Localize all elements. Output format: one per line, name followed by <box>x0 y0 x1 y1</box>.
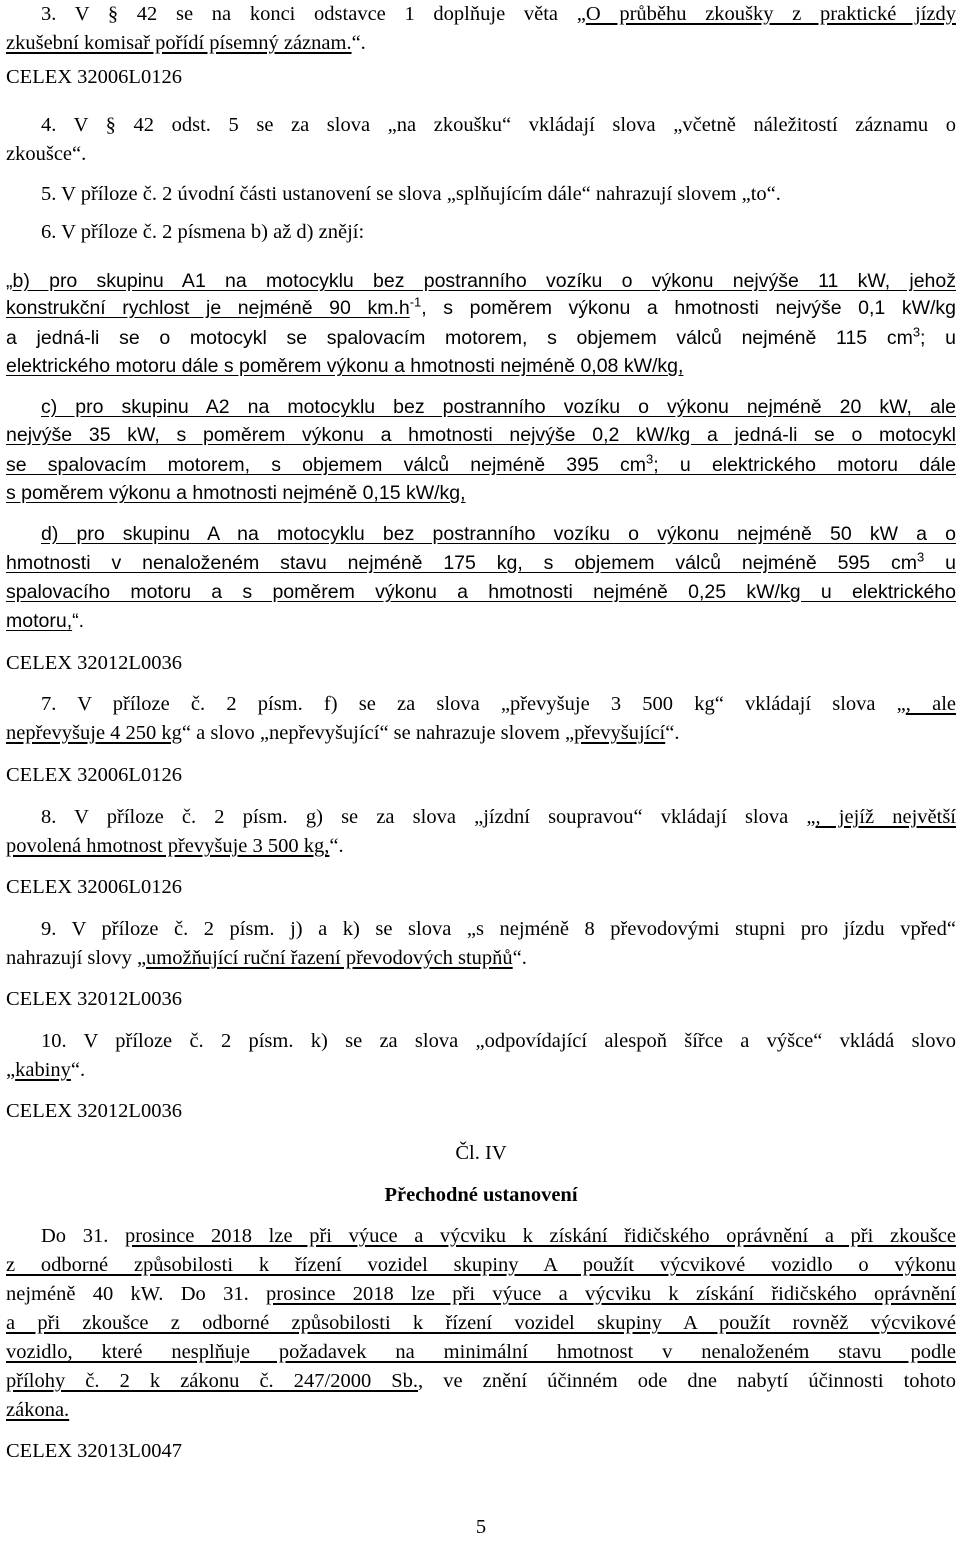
text: nahrazují slovy „ <box>6 947 147 969</box>
underlined-insertion: nepřevyšuje 4 250 kg <box>6 722 182 744</box>
celex-reference: CELEX 32013L0047 <box>6 1440 182 1462</box>
text: “ a slovo „nepřevyšující“ se nahrazuje slovem „ <box>181 722 575 744</box>
letter-c-line-1 <box>6 393 956 422</box>
transitional-line-7 <box>6 1396 956 1425</box>
item-7-line-2 <box>6 719 956 748</box>
letter-b-line-4 <box>6 352 956 381</box>
letter-d-line-1 <box>6 520 956 549</box>
text: , ve znění účinném ode dne nabytí účinnosti tohoto <box>418 1370 956 1392</box>
text: Do 31. <box>41 1225 125 1247</box>
transitional-line-1 <box>6 1222 956 1251</box>
letter-b-line-3 <box>6 324 956 353</box>
celex-reference: CELEX 32012L0036 <box>6 652 182 674</box>
text: ; u elektrického motoru dále <box>653 454 956 476</box>
underlined-insertion: , ale <box>905 693 956 715</box>
text: nejméně 40 kW. Do 31. <box>6 1283 267 1305</box>
letter-b-line-1 <box>6 267 956 296</box>
closing-quote: “. <box>72 610 85 632</box>
item-3-line-1 <box>6 0 956 29</box>
item-8-line-2 <box>6 832 956 861</box>
letter-c-line-3 <box>6 451 956 480</box>
item-7-line-1 <box>6 690 956 719</box>
letter-c-line-4 <box>6 479 956 508</box>
transitional-line-6 <box>6 1367 956 1396</box>
underlined-text: konstrukční rychlost je nejméně 90 km.h <box>6 297 410 319</box>
transitional-line-3 <box>6 1280 956 1309</box>
underlined-text: z odborné způsobilosti k řízení vozidel skupiny A použít výcvikové vozidlo o výkonu <box>6 1254 956 1276</box>
text: 3. V § 42 se na konci odstavce 1 doplňuje věta „ <box>41 3 586 25</box>
text: , s poměrem výkonu a hmotnosti nejvýše 0,1 kW/kg <box>421 297 957 319</box>
underlined-text: nejvýše 35 kW, s poměrem výkonu a hmotnosti nejvýše 0,2 kW/kg a jedná-li se o motocykl <box>6 424 956 446</box>
text: “. <box>512 947 527 969</box>
letter-d-line-3 <box>6 578 956 607</box>
item-4-line-2: zkoušce“. <box>6 143 87 165</box>
transitional-line-2 <box>6 1251 956 1280</box>
transitional-line-5 <box>6 1338 956 1367</box>
underlined-text: d) pro skupinu A na motocyklu bez postranního vozíku o výkonu nejméně 50 kW a o <box>41 523 956 545</box>
text: „ <box>6 1059 16 1081</box>
superscript: 3 <box>912 324 921 340</box>
item-5: 5. V příloze č. 2 úvodní části ustanovení se slova „splňujícím dále“ nahrazují slovem „to“. <box>41 183 781 205</box>
article-number: Čl. IV <box>455 1142 507 1164</box>
superscript: 3 <box>646 451 654 467</box>
text: “. <box>329 835 344 857</box>
text: hmotnosti v nenaloženém stavu nejméně 175 kg, s objemem válců nejméně 595 cm <box>6 552 918 574</box>
underlined-text: s poměrem výkonu a hmotnosti nejméně 0,15 kW/kg, <box>6 482 466 504</box>
underlined-insertion: zkušební komisař pořídí písemný záznam. <box>6 32 352 54</box>
underlined-text: prosince 2018 lze při výuce a výcviku k získání řidičského oprávnění <box>266 1283 956 1305</box>
underlined-insertion: O průběhu zkoušky z praktické jízdy <box>585 3 956 25</box>
text: se spalovacím motorem, s objemem válců nejméně 395 cm <box>6 454 647 476</box>
transitional-line-4 <box>6 1309 956 1338</box>
page-number: 5 <box>475 1516 487 1538</box>
superscript: -1 <box>409 294 422 310</box>
letter-d-line-2 <box>6 549 956 578</box>
text: 7. V příloze č. 2 písm. f) se za slova „převyšuje 3 500 kg“ vkládají slova „ <box>41 693 906 715</box>
item-8-line-1 <box>6 803 956 832</box>
text: “. <box>70 1059 86 1081</box>
item-4-line-1: 4. V § 42 odst. 5 se za slova „na zkoušku“ vkládají slova „včetně náležitostí záznamu o <box>41 114 956 136</box>
underlined-insertion: umožňující ruční řazení převodových stupňů <box>146 947 513 969</box>
underlined-insertion: kabiny <box>15 1059 71 1081</box>
celex-reference: CELEX 32006L0126 <box>6 876 182 898</box>
item-3-line-2 <box>6 29 956 58</box>
text: 8. V příloze č. 2 písm. g) se za slova „jízdní soupravou“ vkládají slova „ <box>41 806 816 828</box>
celex-reference: CELEX 32012L0036 <box>6 988 182 1010</box>
underlined-text: b) pro skupinu A1 na motocyklu bez postranního vozíku o výkonu nejvýše 11 kW, jehož <box>12 270 956 292</box>
item-9-line-2 <box>6 944 956 973</box>
letter-b-line-2 <box>6 294 956 323</box>
underlined-text: a při zkoušce z odborné způsobilosti k řízení vozidel skupiny A použít rovněž výcvikové <box>6 1312 956 1334</box>
text: “. <box>351 32 366 54</box>
opening-quote: „ <box>6 270 13 292</box>
underlined-insertion: , jejíž největší <box>815 806 957 828</box>
underlined-text: motoru, <box>6 610 73 632</box>
celex-reference: CELEX 32006L0126 <box>6 764 182 786</box>
text: ; u <box>920 327 956 349</box>
letter-c-line-2 <box>6 421 956 450</box>
item-10-line-1: 10. V příloze č. 2 písm. k) se za slova „odpovídající alespoň šířce a výšce“ vkládá slovo <box>41 1030 956 1052</box>
underlined-text: prosince 2018 lze při výuce a výcviku k získání řidičského oprávnění a při zkoušce <box>124 1225 956 1247</box>
underlined-insertion: povolená hmotnost převyšuje 3 500 kg, <box>6 835 330 857</box>
underlined-text: c) pro skupinu A2 na motocyklu bez postranního vozíku o výkonu nejméně 20 kW, ale <box>41 396 956 418</box>
underlined-insertion: převyšující <box>574 722 666 744</box>
item-9-line-1: 9. V příloze č. 2 písm. j) a k) se slova „s nejméně 8 převodovými stupni pro jízdu vpřed“ <box>41 918 956 940</box>
underlined-text: přílohy č. 2 k zákonu č. 247/2000 Sb. <box>6 1370 419 1392</box>
superscript: 3 <box>917 549 925 565</box>
letter-d-line-4 <box>6 607 956 636</box>
celex-reference: CELEX 32012L0036 <box>6 1100 182 1122</box>
celex-reference: CELEX 32006L0126 <box>6 66 182 88</box>
underlined-text: elektrického motoru dále s poměrem výkonu a hmotnosti nejméně 0,08 kW/kg, <box>6 355 684 377</box>
underlined-text: vozidlo, které nesplňuje požadavek na minimální hmotnost v nenaloženém stavu podle <box>6 1341 956 1363</box>
item-10-line-2 <box>6 1056 956 1085</box>
underlined-text: spalovacího motoru a s poměrem výkonu a hmotnosti nejméně 0,25 kW/kg u elektrického <box>6 581 956 603</box>
text: u <box>924 552 957 574</box>
item-6: 6. V příloze č. 2 písmena b) až d) znějí: <box>41 221 365 243</box>
underlined-text: zákona. <box>6 1399 70 1421</box>
text: “. <box>665 722 680 744</box>
article-heading: Přechodné ustanovení <box>384 1184 578 1206</box>
text: a jedná-li se o motocykl se spalovacím motorem, s objemem válců nejméně 115 cm <box>6 327 913 349</box>
